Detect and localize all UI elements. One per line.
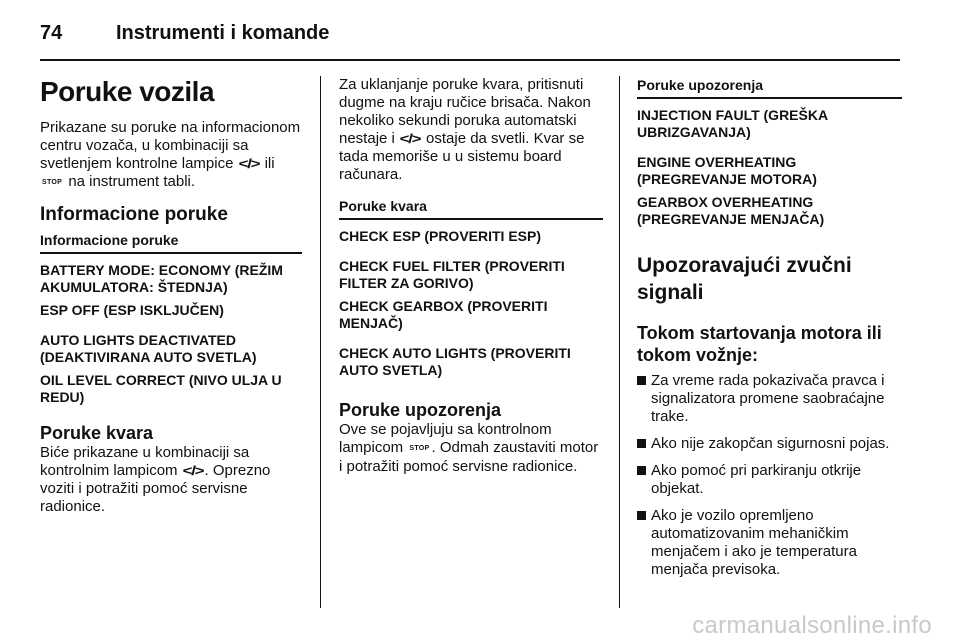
warning-messages-heading: Poruke upozorenja [339, 400, 502, 420]
list-item-text: Za vreme rada pokazivača pravca i signalizatora promene saobraćajne trake. [651, 372, 885, 425]
intro-text-a: Prikazane su poruke na informacionom centru vozača, u kombinaciji sa svetlenjem kontrolne lampice [40, 119, 301, 172]
stop-icon: STOP [42, 179, 63, 186]
intro-text-c: na instrument tabli. [68, 173, 196, 190]
bullet-square-icon [637, 439, 646, 448]
bullet-square-icon [637, 511, 646, 520]
page-number: 74 [40, 22, 63, 44]
list-item [637, 507, 902, 579]
table-row: BATTERY MODE: ECONOMY (REŽIM AKUMULATORA: ŠTEDNJA) [40, 262, 283, 295]
list-item-text: Ako pomoć pri parkiranju otkrije objekat. [651, 462, 862, 497]
list-item-text: Ako je vozilo opremljeno automatizovanim mehaničkim menjačem i ako je temperatura menjača previsoka. [651, 507, 857, 578]
warning-text-a: Ove se pojavljuju sa kontrolnom lampicom [339, 421, 552, 456]
column-1 [40, 76, 302, 516]
table-row: CHECK ESP (PROVERITI ESP) [339, 228, 542, 244]
info-table-header: Informacione poruke [40, 231, 302, 254]
start-driving-heading: Tokom startovanja motora ili tokom vožnje: [637, 323, 882, 365]
table-row: CHECK AUTO LIGHTS (PROVERITI AUTO SVETLA) [339, 345, 571, 378]
clear-text-b: ostaje da svetli. Kvar se tada memoriše u u sistemu board računara. [339, 130, 585, 183]
column-divider-1 [320, 76, 321, 608]
fault-text-a: Biće prikazane u kombinaciji sa kontrolnim lampicom [40, 444, 250, 479]
list-item [637, 372, 902, 426]
info-messages-heading: Informacione poruke [40, 204, 228, 225]
table-row: GEARBOX OVERHEATING (PREGREVANJE MENJAČA) [637, 194, 825, 227]
intro-text-b: ili [264, 155, 275, 172]
signal-list [637, 372, 902, 579]
fault-text-b: . Oprezno voziti i potražiti pomoć servisne radionice. [40, 462, 271, 515]
table-row: OIL LEVEL CORRECT (NIVO ULJA U REDU) [40, 372, 282, 405]
table-row: CHECK FUEL FILTER (PROVERITI FILTER ZA GORIVO) [339, 258, 565, 291]
wrench-icon: </> [399, 131, 421, 146]
fault-messages-heading: Poruke kvara [40, 423, 154, 443]
intro-paragraph [40, 119, 302, 192]
page-header [40, 18, 900, 60]
table-row: ESP OFF (ESP ISKLJUČEN) [40, 302, 224, 318]
warning-table-header: Poruke upozorenja [637, 76, 902, 99]
wrench-icon: </> [182, 463, 203, 478]
clear-text-a: Za uklanjanje poruke kvara, pritisnuti dugme na kraju ručice brisača. Nakon nekoliko sekundi poruka automatski nestaje i [339, 76, 591, 147]
list-item-text: Ako nije zakopčan sigurnosni pojas. [651, 435, 890, 452]
list-item [637, 462, 902, 498]
table-row: ENGINE OVERHEATING (PREGREVANJE MOTORA) [637, 154, 817, 187]
acoustic-signals-heading: Upozoravajući zvučni signali [637, 254, 852, 304]
bullet-square-icon [637, 376, 646, 385]
watermark: carmanualsonline.info [692, 612, 932, 639]
warning-paragraph [339, 421, 603, 476]
page-title: Poruke vozila [40, 76, 215, 107]
table-row: CHECK GEARBOX (PROVERITI MENJAČ) [339, 298, 548, 331]
fault-table-header: Poruke kvara [339, 197, 603, 220]
table-row: AUTO LIGHTS DEACTIVATED (DEAKTIVIRANA AUTO SVETLA) [40, 332, 257, 365]
fault-table [339, 220, 603, 379]
fault-paragraph [40, 444, 302, 516]
header-rule [40, 59, 900, 61]
column-3 [637, 76, 902, 579]
warning-table [637, 99, 902, 228]
warning-text-b: . Odmah zaustaviti motor i potražiti pomoć servisne radionice. [339, 439, 599, 475]
column-divider-2 [619, 76, 620, 608]
info-table [40, 254, 302, 406]
table-row: INJECTION FAULT (GREŠKA UBRIZGAVANJA) [637, 107, 828, 140]
bullet-square-icon [637, 466, 646, 475]
list-item [637, 435, 902, 453]
column-2 [339, 76, 603, 476]
wrench-icon: </> [238, 156, 259, 171]
stop-icon: STOP [409, 445, 430, 452]
clear-fault-paragraph [339, 76, 603, 184]
section-title: Instrumenti i komande [116, 22, 330, 44]
